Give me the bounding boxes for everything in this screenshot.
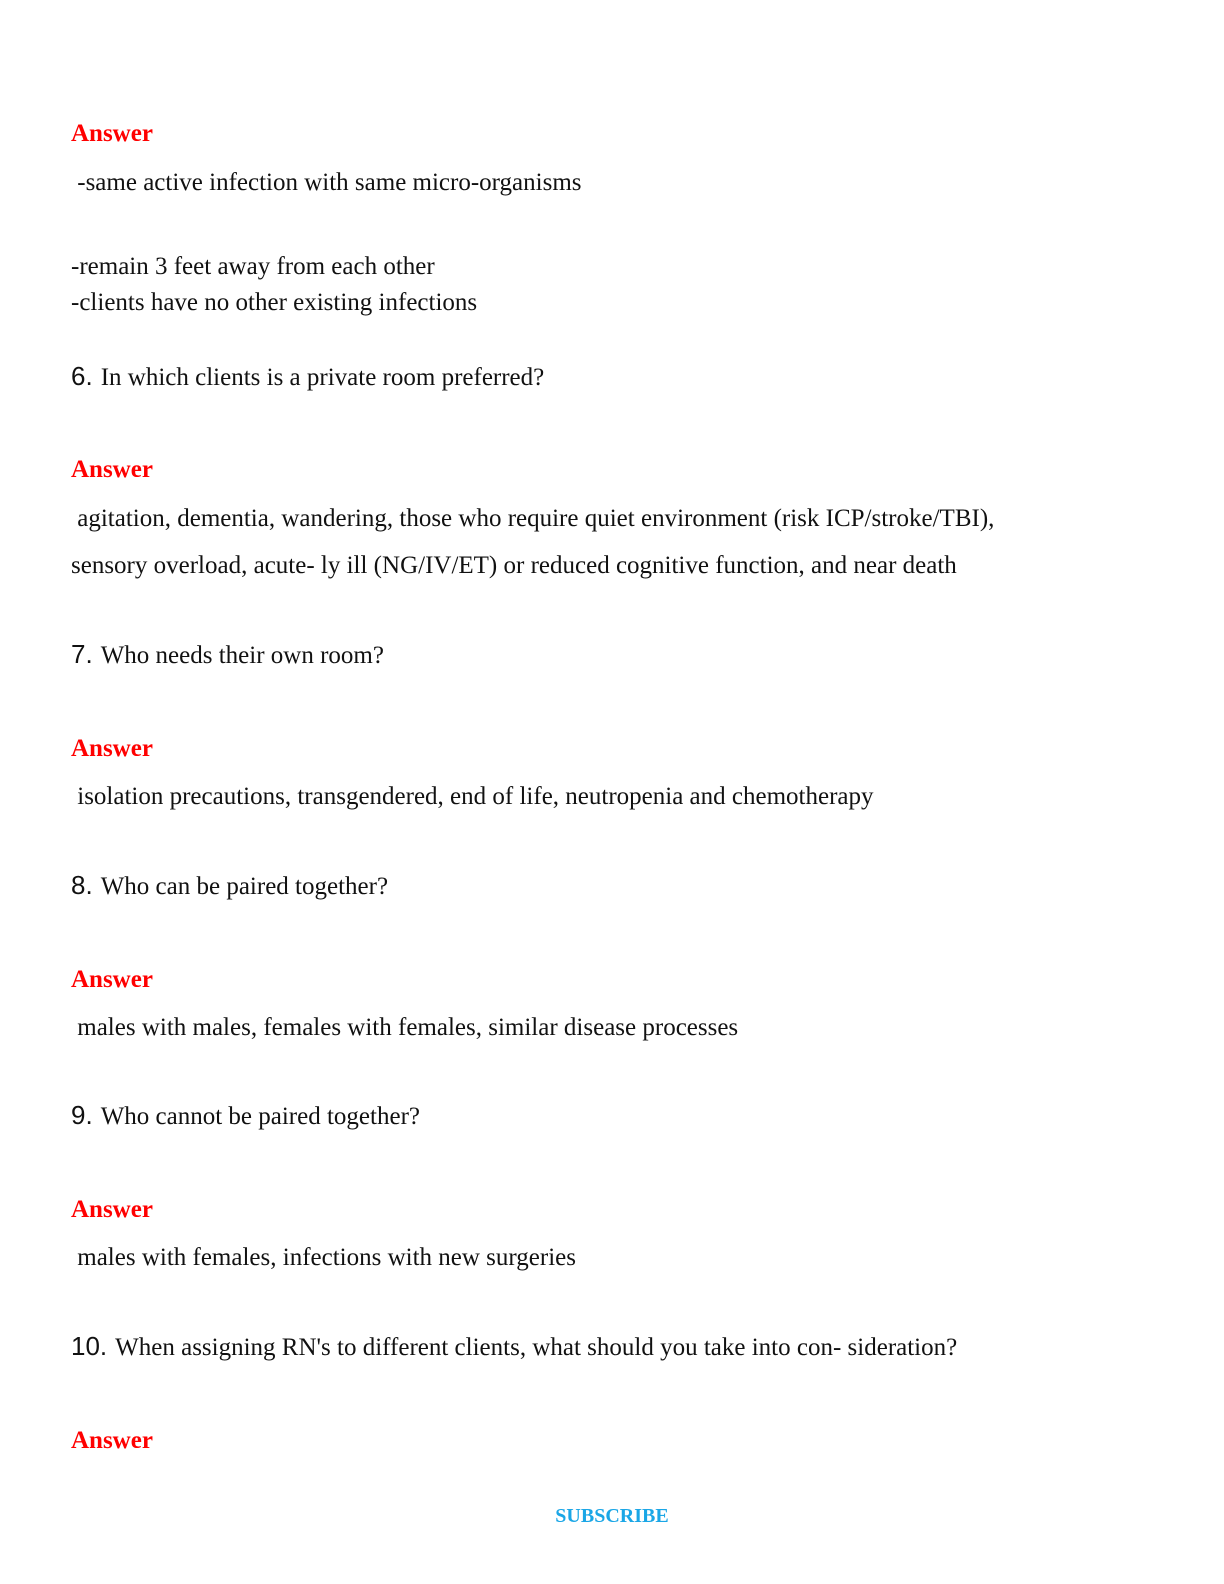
question-text: Who cannot be paired together? bbox=[100, 1103, 420, 1130]
answer-text-line: sensory overload, acute- ly ill (NG/IV/ET) or reduced cognitive function, and near death bbox=[71, 552, 957, 579]
question-number: 10. bbox=[71, 1331, 108, 1361]
question-number: 6. bbox=[71, 361, 93, 391]
answer-text-line: agitation, dementia, wandering, those who require quiet environment (risk ICP/stroke/TBI), bbox=[71, 505, 995, 532]
answer-text-line: -clients have no other existing infections bbox=[71, 289, 478, 316]
answer-label: Answer bbox=[71, 735, 153, 762]
answer-label: Answer bbox=[71, 966, 153, 993]
question-number: 9. bbox=[71, 1100, 93, 1130]
question-number: 8. bbox=[71, 870, 93, 900]
question-text: Who needs their own room? bbox=[100, 642, 384, 669]
question-text: When assigning RN's to different clients, what should you take into con- sideration? bbox=[115, 1334, 958, 1361]
question-10 bbox=[71, 1331, 957, 1362]
answer-text-line: males with females, infections with new surgeries bbox=[71, 1244, 576, 1271]
question-6 bbox=[71, 361, 544, 392]
answer-label: Answer bbox=[71, 1427, 153, 1454]
answer-text-line: -remain 3 feet away from each other bbox=[71, 253, 435, 280]
subscribe-link[interactable]: SUBSCRIBE bbox=[555, 1505, 669, 1527]
question-text: In which clients is a private room preferred? bbox=[100, 364, 545, 391]
answer-label: Answer bbox=[71, 120, 153, 147]
question-7 bbox=[71, 639, 384, 670]
question-9 bbox=[71, 1100, 420, 1131]
answer-label: Answer bbox=[71, 456, 153, 483]
answer-text-line: males with males, females with females, similar disease processes bbox=[71, 1014, 739, 1041]
question-8 bbox=[71, 870, 388, 901]
answer-text-line: -same active infection with same micro-organisms bbox=[71, 169, 582, 196]
answer-label: Answer bbox=[71, 1196, 153, 1223]
question-text: Who can be paired together? bbox=[100, 873, 389, 900]
question-number: 7. bbox=[71, 639, 93, 669]
answer-text-line: isolation precautions, transgendered, end of life, neutropenia and chemotherapy bbox=[71, 783, 874, 810]
